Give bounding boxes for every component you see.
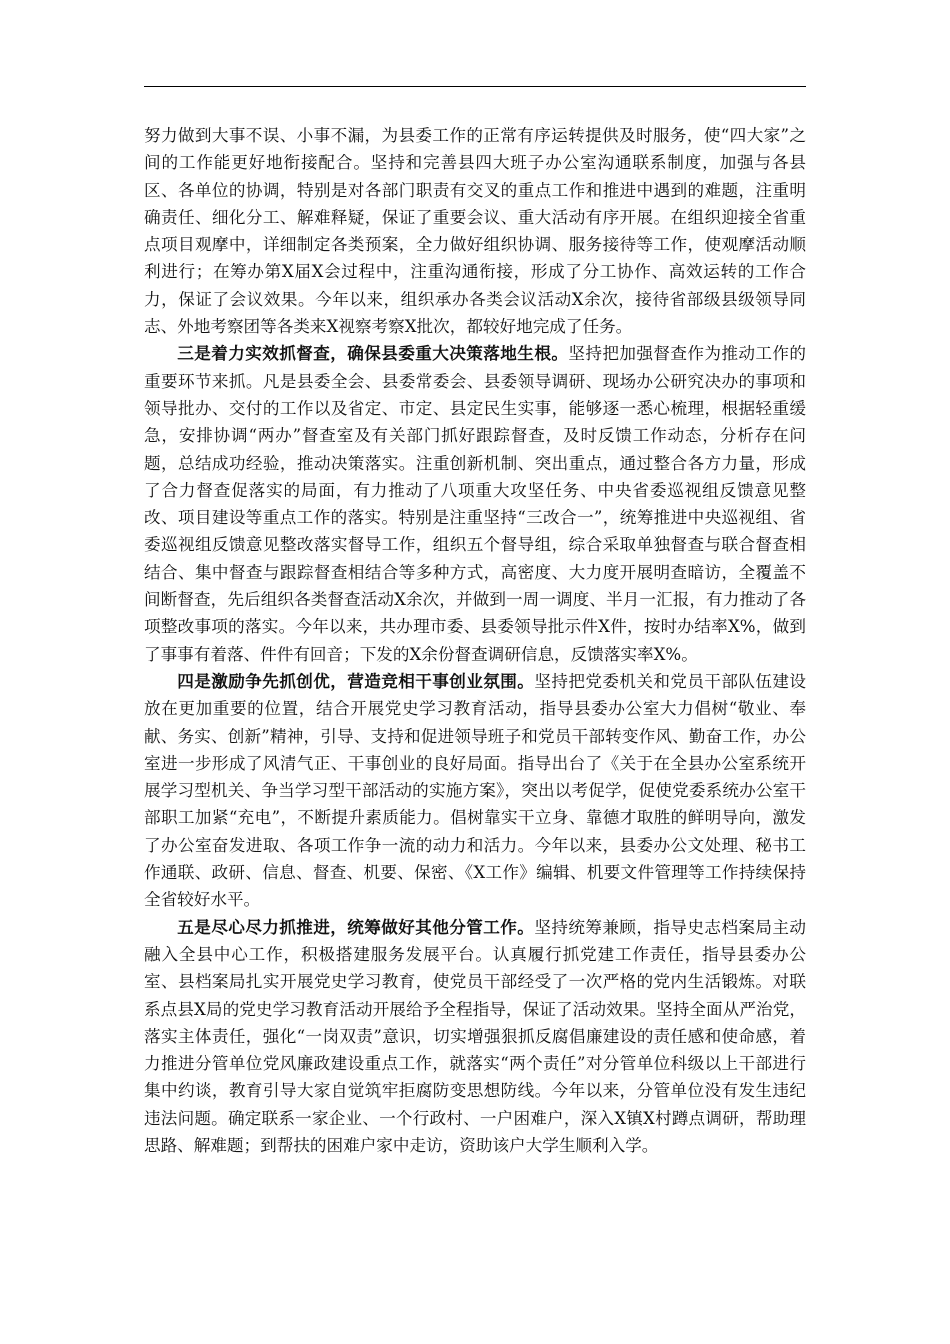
paragraph-continuation: [144, 122, 806, 340]
paragraph-text: 坚持把党委机关和党员干部队伍建设放在更加重要的位置，结合开展党史学习教育活动，指导县委办公室大力倡树“敬业、奉献、务实、创新”精神，引导、支持和促进领导班子和党员干部转变作风、勤奋工作，办公室进一步形成了风清气正、干事创业的良好局面。指导出台了《关于在全县办公室系统开展学习型机关、争当学习型干部活动的实施方案》，突出以考促学，促使党委系统办公室干部职工加紧“充电”，不断提升素质能力。倡树靠实干立身、靠德才取胜的鲜明导向，激发了办公室奋发进取、各项工作争一流的动力和活力。今年以来，县委办公文处理、秘书工作通联、政研、信息、督查、机要、保密、《X工作》编辑、机要文件管理等工作持续保持全省较好水平。: [144, 671, 807, 910]
paragraph-text: 努力做到大事不误、小事不漏，为县委工作的正常有序运转提供及时服务，使“四大家”之间的工作能更好地衔接配合。坚持和完善县四大班子办公室沟通联系制度，加强与各县区、各单位的协调，特别是对各部门职责有交叉的重点工作和推进中遇到的难题，注重明确责任、细化分工、解难释疑，保证了重要会议、重大活动有序开展。在组织迎接全省重点项目观摩中，详细制定各类预案，全力做好组织协调、服务接待等工作，使观摩活动顺利进行；在筹办第X届X会过程中，注重沟通衔接，形成了分工协作、高效运转的工作合力，保证了会议效果。今年以来，组织承办各类会议活动X余次，接待省部级县级领导同志、外地考察团等各类来X视察考察X批次，都较好地完成了任务。: [144, 126, 806, 337]
paragraph-heading: 四是激励争先抓创优，营造竞相干事创业氛围。: [177, 670, 535, 691]
paragraph-text: 坚持把加强督查作为推动工作的重要环节来抓。凡是县委全会、县委常委会、县委领导调研、现场办公研究决办的事项和领导批办、交付的工作以及省定、市定、县定民生实事，能够逐一悉心梳理，根据轻重缓急，安排协调“两办”督查室及有关部门抓好跟踪督查，及时反馈工作动态，分析存在问题，总结成功经验，推动决策落实。注重创新机制、突出重点，通过整合各方力量，形成了合力督查促落实的局面，有力推动了八项重大攻坚任务、中央省委巡视组反馈意见整改、项目建设等重点工作的落实。特别是注重坚持“三改合一”，统筹推进中央巡视组、省委巡视组反馈意见整改落实督导工作，组织五个督导组，综合采取单独督查与联合督查相结合、集中督查与跟踪督查相结合等多种方式，高密度、大力度开展明查暗访，全覆盖不间断督查，先后组织各类督查活动X余次，并做到一周一调度、半月一汇报，有力推动了各项整改事项的落实。今年以来，共办理市委、县委领导批示件X件，按时办结率X%，做到了事事有着落、件件有回音；下发的X余份督查调研信息，反馈落实率X%。: [144, 344, 807, 664]
paragraph-text: 坚持统筹兼顾，指导史志档案局主动融入全县中心工作，积极搭建服务发展平台。认真履行抓党建工作责任，指导县委办公室、县档案局扎实开展党史学习教育，使党员干部经受了一次严格的党内生活锻炼。对联系点县X局的党史学习教育活动开展给予全程指导，保证了活动效果。坚持全面从严治党，落实主体责任，强化“一岗双责”意识，切实增强狠抓反腐倡廉建设的责任感和使命感，着力推进分管单位党风廉政建设重点工作，就落实“两个责任”对分管单位科级以上干部进行集中约谈，教育引导大家自觉筑牢拒腐防变思想防线。今年以来，分管单位没有发生违纪违法问题。确定联系一家企业、一个行政村、一户困难户，深入X镇X村蹲点调研，帮助理思路、解难题；到帮扶的困难户家中走访，资助该户大学生顺利入学。: [144, 917, 807, 1155]
paragraph-excellence: [144, 668, 806, 914]
paragraph-heading: 三是着力实效抓督查，确保县委重大决策落地生根。: [177, 343, 569, 364]
paragraph-heading: 五是尽心尽力抓推进，统筹做好其他分管工作。: [177, 916, 535, 937]
header-rule: [144, 86, 806, 87]
document-body: [144, 122, 806, 1159]
paragraph-other-work: [144, 914, 806, 1160]
paragraph-supervision: [144, 340, 806, 668]
